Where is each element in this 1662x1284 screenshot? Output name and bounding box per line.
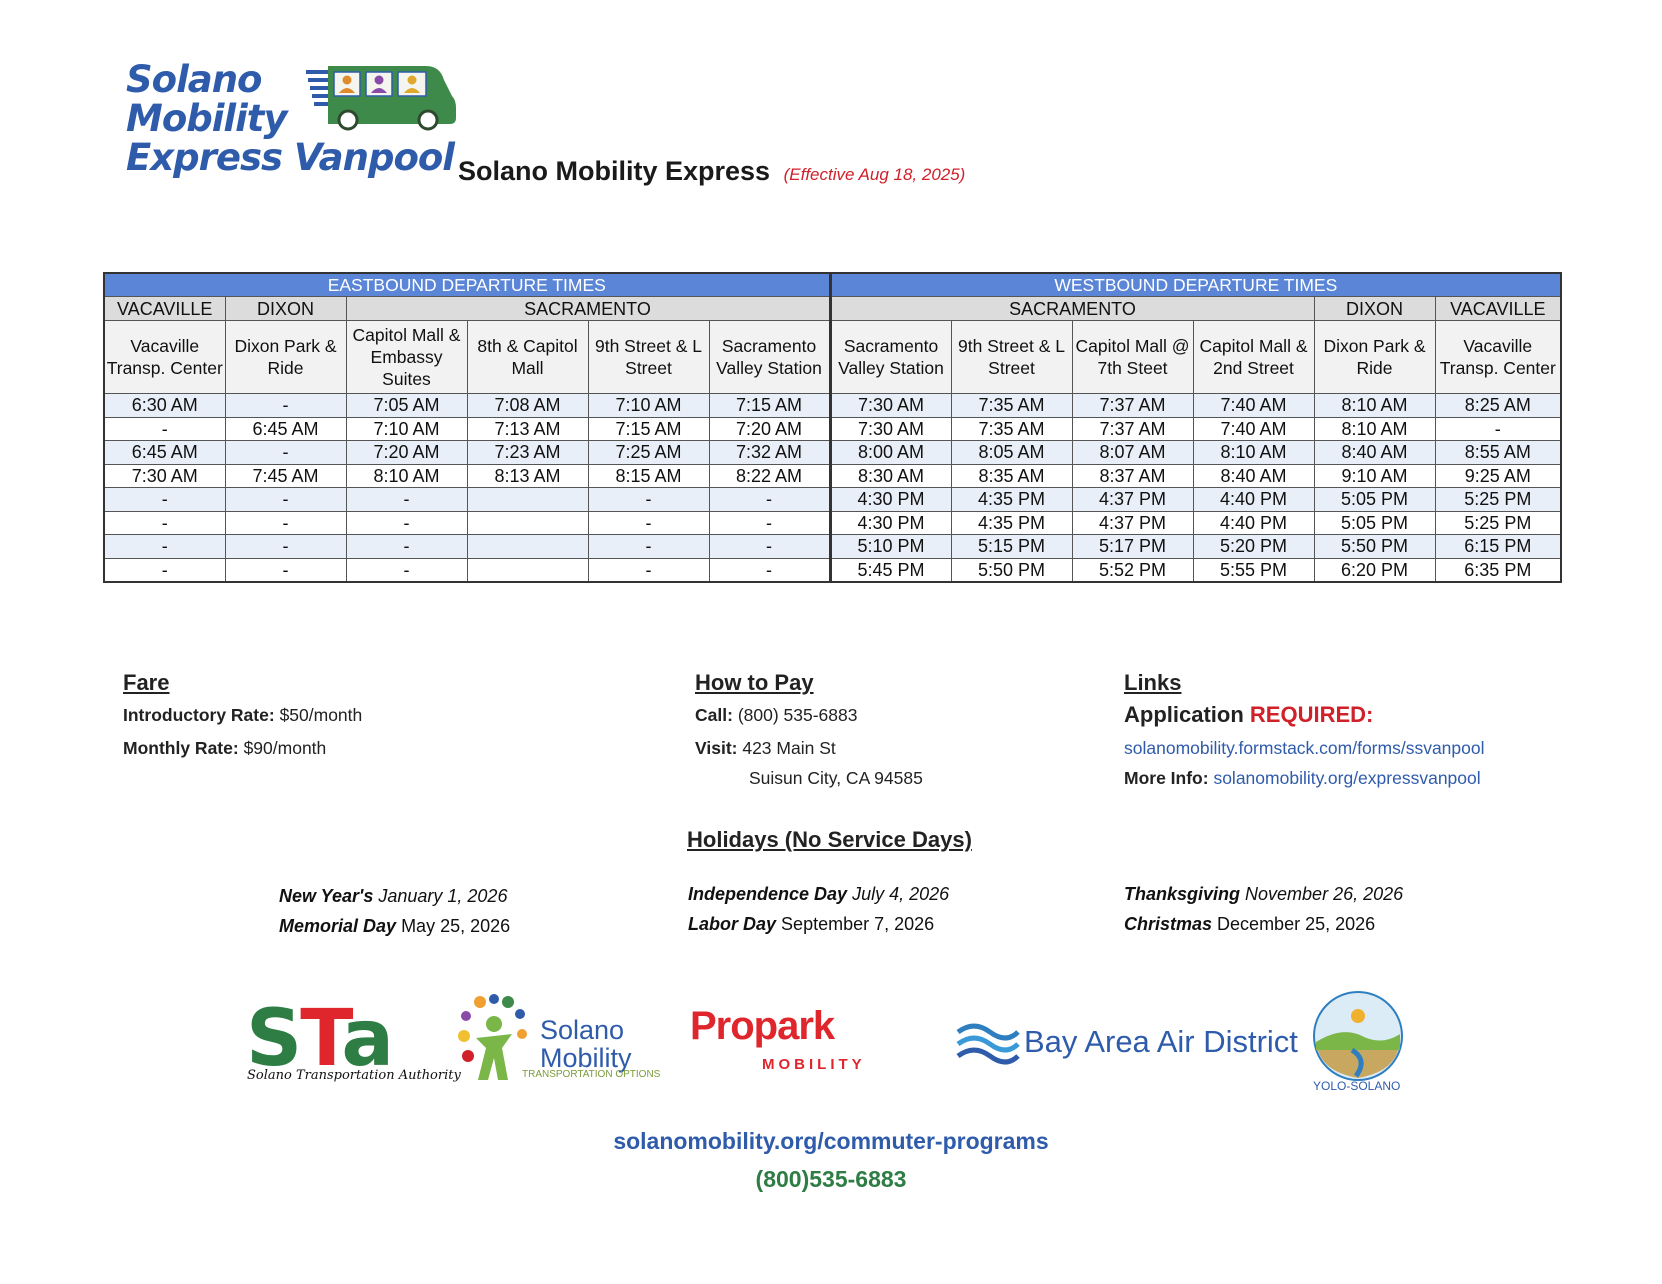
time-cell: -	[709, 511, 830, 535]
time-cell: 6:45 AM	[225, 417, 346, 441]
time-cell: 8:40 AM	[1193, 464, 1314, 488]
time-cell: 8:15 AM	[588, 464, 709, 488]
time-cell: 8:30 AM	[830, 464, 951, 488]
more-info-link[interactable]: solanomobility.org/expressvanpool	[1213, 768, 1481, 788]
call-number[interactable]: (800) 535-6883	[737, 705, 858, 725]
time-cell: 4:40 PM	[1193, 511, 1314, 535]
monthly-rate	[123, 738, 326, 759]
yolo-solano-label: YOLO-SOLANO	[1313, 1079, 1401, 1093]
time-cell: 6:20 PM	[1314, 558, 1435, 582]
time-cell: -	[104, 511, 225, 535]
holiday-date: July 4, 2026	[852, 884, 950, 904]
holiday-item	[688, 914, 934, 935]
how-to-pay-heading: How to Pay	[695, 670, 814, 695]
time-cell: -	[225, 535, 346, 559]
city-header: DIXON	[225, 297, 346, 321]
city-header: VACAVILLE	[104, 297, 225, 321]
sta-subtitle: Solano Transportation Authority	[247, 1068, 461, 1083]
table-row	[104, 535, 1561, 559]
time-cell: 4:30 PM	[830, 511, 951, 535]
time-cell: 7:23 AM	[467, 441, 588, 465]
time-cell: 8:10 AM	[1314, 417, 1435, 441]
time-cell	[467, 535, 588, 559]
time-cell: 8:07 AM	[1072, 441, 1193, 465]
time-cell: 5:45 PM	[830, 558, 951, 582]
visit-address-line1: 423 Main St	[742, 738, 836, 758]
time-cell: -	[709, 488, 830, 512]
time-cell: -	[225, 558, 346, 582]
time-cell: 7:05 AM	[346, 394, 467, 418]
time-cell: 4:35 PM	[951, 511, 1072, 535]
time-cell: 7:30 AM	[830, 417, 951, 441]
table-row	[104, 394, 1561, 418]
time-cell: -	[588, 511, 709, 535]
time-cell: 7:15 AM	[709, 394, 830, 418]
solano-mobility-wordmark	[540, 1016, 632, 1072]
time-cell: 7:35 AM	[951, 394, 1072, 418]
time-cell: 5:55 PM	[1193, 558, 1314, 582]
stop-header-row	[104, 321, 1561, 394]
time-cell: 7:45 AM	[225, 464, 346, 488]
table-row	[104, 558, 1561, 582]
schedule-table	[103, 272, 1562, 583]
van-icon	[306, 62, 456, 137]
table-row	[104, 464, 1561, 488]
time-cell: 7:20 AM	[709, 417, 830, 441]
time-cell: 7:30 AM	[830, 394, 951, 418]
stop-header: 8th & Capitol Mall	[467, 321, 588, 394]
holiday-date: September 7, 2026	[781, 914, 935, 934]
time-cell: -	[104, 488, 225, 512]
time-cell: 9:25 AM	[1435, 464, 1561, 488]
holiday-name: Labor Day	[688, 914, 777, 934]
footer-url[interactable]: solanomobility.org/commuter-programs	[613, 1128, 1049, 1154]
time-cell: 5:10 PM	[830, 535, 951, 559]
stop-header: Sacramento Valley Station	[709, 321, 830, 394]
effective-date: (Effective Aug 18, 2025)	[783, 165, 966, 184]
time-cell: -	[346, 535, 467, 559]
time-cell: 5:20 PM	[1193, 535, 1314, 559]
time-cell: 8:55 AM	[1435, 441, 1561, 465]
time-cell: 7:40 AM	[1193, 417, 1314, 441]
time-cell: -	[588, 535, 709, 559]
holiday-date: January 1, 2026	[378, 886, 508, 906]
time-cell	[467, 511, 588, 535]
holiday-date: May 25, 2026	[401, 916, 511, 936]
time-cell: 7:25 AM	[588, 441, 709, 465]
pay-visit	[695, 738, 836, 759]
eastbound-header: EASTBOUND DEPARTURE TIMES	[104, 273, 830, 297]
intro-rate-value: $50/month	[279, 705, 363, 725]
yolo-solano-seal-icon	[1312, 990, 1404, 1082]
time-cell: 5:25 PM	[1435, 511, 1561, 535]
time-cell: 4:30 PM	[830, 488, 951, 512]
stop-header: Sacramento Valley Station	[830, 321, 951, 394]
time-cell: 7:40 AM	[1193, 394, 1314, 418]
holiday-name: Thanksgiving	[1124, 884, 1241, 904]
time-cell: -	[225, 511, 346, 535]
time-cell: 4:40 PM	[1193, 488, 1314, 512]
time-cell: -	[104, 417, 225, 441]
time-cell: -	[588, 558, 709, 582]
city-header: SACRAMENTO	[346, 297, 830, 321]
stop-header: Capitol Mall & 2nd Street	[1193, 321, 1314, 394]
logo-line-3: Express Vanpool	[126, 136, 454, 179]
time-cell: 5:15 PM	[951, 535, 1072, 559]
time-cell: 5:25 PM	[1435, 488, 1561, 512]
time-cell: 8:10 AM	[346, 464, 467, 488]
sta-logo: STa	[246, 994, 392, 1084]
holiday-item	[1124, 914, 1375, 935]
time-cell: 7:37 AM	[1072, 417, 1193, 441]
time-cell: 7:10 AM	[588, 394, 709, 418]
time-cell: 8:13 AM	[467, 464, 588, 488]
time-cell: 8:10 AM	[1314, 394, 1435, 418]
time-cell: 7:37 AM	[1072, 394, 1193, 418]
time-cell: 7:35 AM	[951, 417, 1072, 441]
time-cell: 8:37 AM	[1072, 464, 1193, 488]
time-cell: -	[346, 558, 467, 582]
schedule-body	[104, 394, 1561, 582]
visit-address-line2: Suisun City, CA 94585	[749, 768, 923, 788]
sm-line-2: Mobility	[540, 1043, 632, 1073]
stop-header: 9th Street & L Street	[951, 321, 1072, 394]
holiday-item	[1124, 884, 1403, 905]
propark-logo: Propark	[690, 1004, 835, 1048]
stop-header: Capitol Mall & Embassy Suites	[346, 321, 467, 394]
table-row	[104, 417, 1561, 441]
holiday-name: Memorial Day	[279, 916, 397, 936]
time-cell: -	[104, 558, 225, 582]
city-header: VACAVILLE	[1435, 297, 1561, 321]
call-label: Call:	[695, 705, 733, 725]
holiday-name: New Year's	[279, 886, 374, 906]
footer-phone[interactable]: (800)535-6883	[755, 1166, 907, 1192]
fare-heading: Fare	[123, 670, 170, 695]
time-cell: 6:30 AM	[104, 394, 225, 418]
pay-call	[695, 705, 857, 726]
time-cell: 4:35 PM	[951, 488, 1072, 512]
time-cell: 6:45 AM	[104, 441, 225, 465]
time-cell	[467, 558, 588, 582]
time-cell: -	[225, 394, 346, 418]
city-header: SACRAMENTO	[830, 297, 1314, 321]
time-cell: 5:05 PM	[1314, 511, 1435, 535]
time-cell: 5:17 PM	[1072, 535, 1193, 559]
time-cell: -	[709, 558, 830, 582]
stop-header: Vacaville Transp. Center	[1435, 321, 1561, 394]
time-cell: 7:32 AM	[709, 441, 830, 465]
holidays-heading: Holidays (No Service Days)	[687, 827, 972, 852]
time-cell: 8:22 AM	[709, 464, 830, 488]
time-cell: -	[588, 488, 709, 512]
time-cell: -	[1435, 417, 1561, 441]
holiday-name: Christmas	[1124, 914, 1213, 934]
application-line	[1124, 702, 1373, 728]
stop-header: Vacaville Transp. Center	[104, 321, 225, 394]
holiday-date: November 26, 2026	[1245, 884, 1404, 904]
time-cell	[467, 488, 588, 512]
application-label: Application	[1124, 702, 1244, 727]
holiday-item	[279, 886, 507, 907]
time-cell: -	[346, 511, 467, 535]
time-cell: 5:50 PM	[951, 558, 1072, 582]
logo-line-2: Mobility	[126, 97, 287, 140]
time-cell: 7:08 AM	[467, 394, 588, 418]
table-row	[104, 511, 1561, 535]
time-cell: 5:52 PM	[1072, 558, 1193, 582]
links-heading: Links	[1124, 670, 1182, 695]
time-cell: 8:10 AM	[1193, 441, 1314, 465]
holiday-date: December 25, 2026	[1217, 914, 1376, 934]
time-cell: -	[225, 441, 346, 465]
monthly-rate-label: Monthly Rate:	[123, 738, 239, 758]
holiday-name: Independence Day	[688, 884, 848, 904]
title-text: Solano Mobility Express	[458, 156, 771, 186]
solano-mobility-express-logo	[126, 60, 456, 190]
time-cell: 6:15 PM	[1435, 535, 1561, 559]
time-cell: 8:40 AM	[1314, 441, 1435, 465]
time-cell: -	[225, 488, 346, 512]
sm-subtitle: TRANSPORTATION OPTIONS	[522, 1069, 661, 1080]
time-cell: 8:05 AM	[951, 441, 1072, 465]
stop-header: Capitol Mall @ 7th Steet	[1072, 321, 1193, 394]
holiday-item	[688, 884, 949, 905]
stop-header: 9th Street & L Street	[588, 321, 709, 394]
time-cell: -	[104, 535, 225, 559]
time-cell: 7:10 AM	[346, 417, 467, 441]
required-label: REQUIRED:	[1249, 702, 1374, 727]
time-cell: 7:13 AM	[467, 417, 588, 441]
intro-rate	[123, 705, 362, 726]
city-header: DIXON	[1314, 297, 1435, 321]
intro-rate-label: Introductory Rate:	[123, 705, 275, 725]
time-cell: 5:05 PM	[1314, 488, 1435, 512]
stop-header: Dixon Park & Ride	[225, 321, 346, 394]
table-row	[104, 441, 1561, 465]
time-cell: 7:20 AM	[346, 441, 467, 465]
more-info	[1124, 768, 1481, 789]
air-district-logo: Bay Area Air District	[1024, 1024, 1298, 1059]
time-cell: 4:37 PM	[1072, 511, 1193, 535]
time-cell: 8:00 AM	[830, 441, 951, 465]
sm-line-1: Solano	[540, 1015, 625, 1045]
propark-subtitle: MOBILITY	[762, 1056, 866, 1073]
time-cell: 6:35 PM	[1435, 558, 1561, 582]
page-title	[458, 156, 965, 187]
time-cell: 8:25 AM	[1435, 394, 1561, 418]
time-cell: 7:15 AM	[588, 417, 709, 441]
time-cell: 8:35 AM	[951, 464, 1072, 488]
monthly-rate-value: $90/month	[243, 738, 327, 758]
table-row	[104, 488, 1561, 512]
time-cell: 7:30 AM	[104, 464, 225, 488]
more-info-label: More Info:	[1124, 768, 1209, 788]
stop-header: Dixon Park & Ride	[1314, 321, 1435, 394]
air-district-wave-icon	[956, 1018, 1020, 1068]
time-cell: -	[346, 488, 467, 512]
visit-label: Visit:	[695, 738, 738, 758]
westbound-header: WESTBOUND DEPARTURE TIMES	[830, 273, 1561, 297]
application-link[interactable]: solanomobility.formstack.com/forms/ssvanpool	[1124, 738, 1485, 758]
logo-line-1: Solano	[126, 58, 262, 101]
time-cell: -	[709, 535, 830, 559]
time-cell: 4:37 PM	[1072, 488, 1193, 512]
time-cell: 9:10 AM	[1314, 464, 1435, 488]
time-cell: 5:50 PM	[1314, 535, 1435, 559]
holiday-item	[279, 916, 510, 937]
